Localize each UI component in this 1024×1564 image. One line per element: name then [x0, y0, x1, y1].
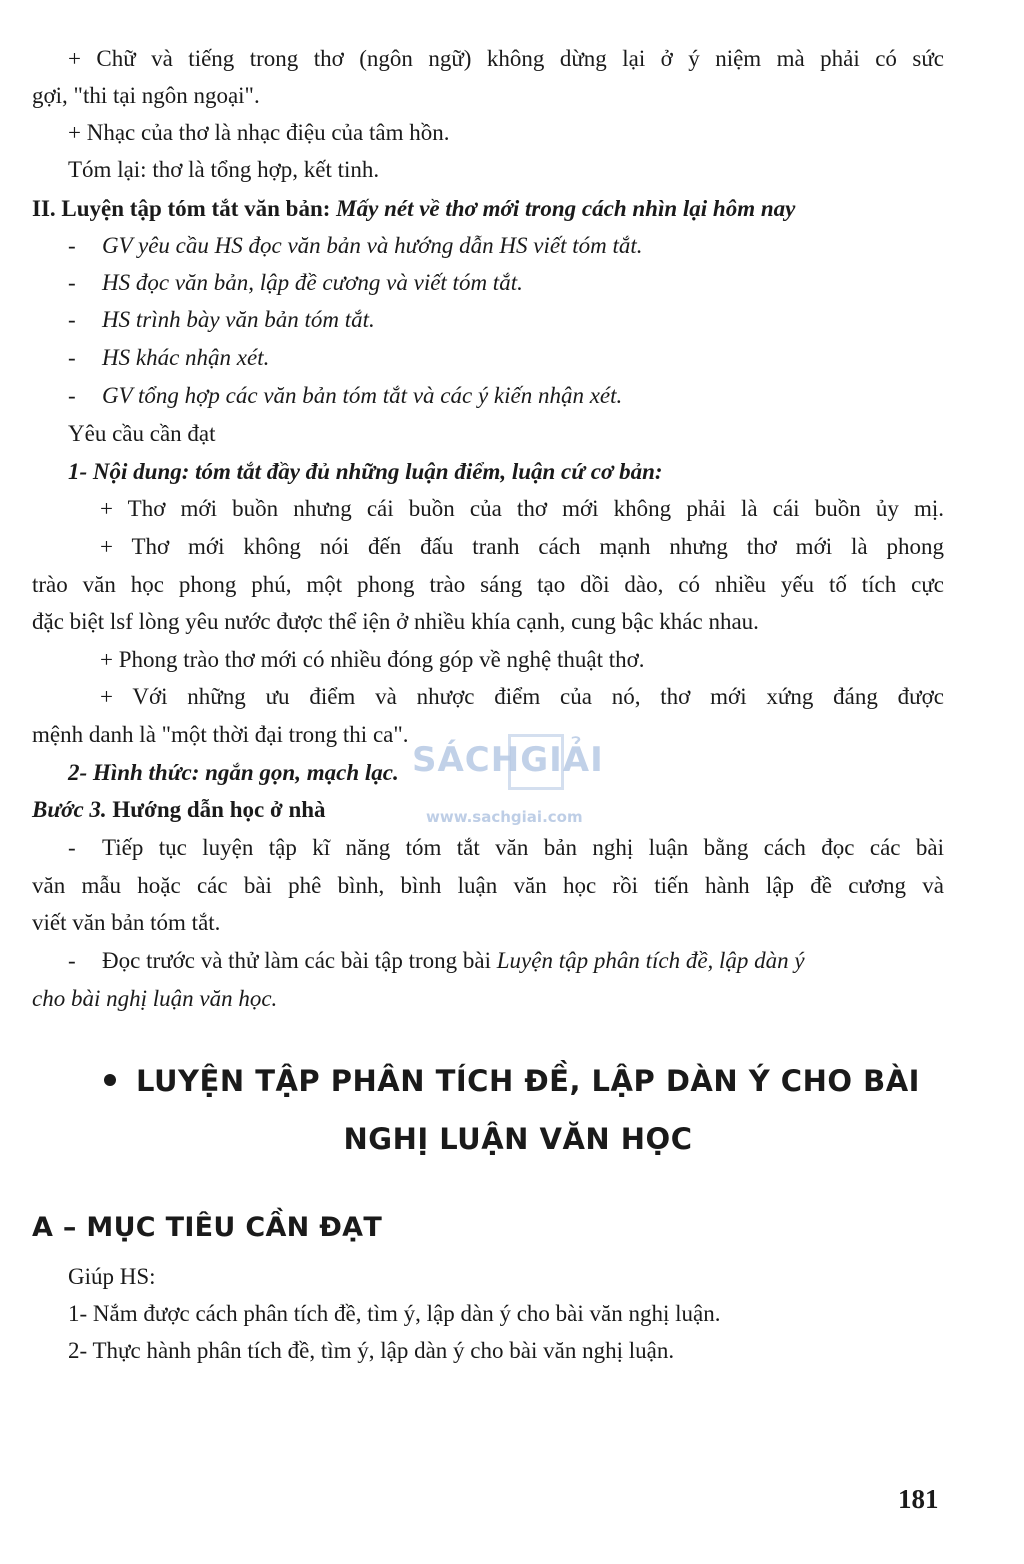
text-line: mệnh danh là "một thời đại trong thi ca". [32, 722, 409, 747]
dash-marker: - [68, 307, 76, 332]
list-item-text: HS trình bày văn bản tóm tắt. [102, 307, 375, 332]
dash-marker: - [68, 233, 76, 258]
step-label: Bước 3. [32, 797, 107, 822]
list-item [68, 301, 944, 338]
section-heading-label: II. Luyện tập tóm tắt văn bản: [32, 196, 331, 221]
list-item-text: HS đọc văn bản, lập đề cương và viết tóm tắt. [102, 270, 523, 295]
section-a-title: A – MỤC TIÊU CẦN ĐẠT [32, 1212, 383, 1243]
list-item-text: GV tổng hợp các văn bản tóm tắt và các ý kiến nhận xét. [102, 383, 623, 408]
chapter-heading-line2: NGHỊ LUẬN VĂN HỌC [343, 1122, 693, 1156]
chapter-heading-2 [0, 1122, 1024, 1156]
section-a-intro: Giúp HS: [68, 1264, 156, 1289]
text-line: + Thơ mới không nói đến đấu tranh cách mạnh nhưng thơ mới là phong [100, 534, 944, 559]
text-line: văn mẫu hoặc các bài phê bình, bình luận văn học rồi tiến hành lập đề cương và [32, 873, 944, 898]
section-a-item-2: 2- Thực hành phân tích đề, tìm ý, lập dàn ý cho bài văn nghị luận. [68, 1338, 675, 1363]
subheading-form: 2- Hình thức: ngắn gọn, mạch lạc. [68, 760, 399, 785]
text-line: Tóm lại: thơ là tổng hợp, kết tinh. [68, 157, 380, 182]
text-line: Yêu cầu cần đạt [68, 421, 216, 446]
text-line: + Nhạc của thơ là nhạc điệu của tâm hồn. [68, 120, 450, 145]
list-item [68, 942, 944, 979]
text-line: + Với những ưu điểm và nhược điểm của nó, thơ mới xứng đáng được [100, 684, 944, 709]
dash-marker: - [68, 270, 76, 295]
text-line: viết văn bản tóm tắt. [32, 910, 221, 935]
section-heading-ii [32, 190, 944, 227]
list-item [68, 264, 944, 301]
dash-marker: - [68, 835, 76, 860]
list-item [68, 227, 944, 264]
bullet-icon [104, 1074, 116, 1086]
list-item [68, 829, 944, 866]
watermark-url: www.sachgiai.com [426, 808, 583, 826]
text-line: gợi, "thi tại ngôn ngoại". [32, 83, 260, 108]
text-line: đặc biệt lsf lòng yêu nước được thể iện ở nhiều khía cạnh, cung bậc khác nhau. [32, 609, 759, 634]
subheading-content: 1- Nội dung: tóm tắt đầy đủ những luận điểm, luận cứ cơ bản: [68, 459, 663, 484]
text-line: trào văn học phong phú, một phong trào sáng tạo dồi dào, có nhiều yếu tố tích cực [32, 572, 944, 597]
text-line: cho bài nghị luận văn học. [32, 986, 278, 1011]
chapter-heading-line1: LUYỆN TẬP PHÂN TÍCH ĐỀ, LẬP DÀN Ý CHO BÀI [136, 1064, 920, 1098]
text-line: + Chữ và tiếng trong thơ (ngôn ngữ) không dừng lại ở ý niệm mà phải có sức [68, 46, 944, 71]
page-number: 181 [898, 1484, 939, 1514]
list-item-italic: Luyện tập phân tích đề, lập dàn ý [496, 948, 805, 973]
dash-marker: - [68, 345, 76, 370]
step-title: Hướng dẫn học ở nhà [112, 797, 326, 822]
list-item-text: Đọc trước và thử làm các bài tập trong bài [102, 948, 491, 973]
list-item [68, 377, 944, 414]
list-item-text: Tiếp tục luyện tập kĩ năng tóm tắt văn bản nghị luận bằng cách đọc các bài [102, 835, 944, 860]
chapter-heading [0, 1064, 1024, 1098]
list-item-text: HS khác nhận xét. [102, 345, 270, 370]
text-line: + Phong trào thơ mới có nhiều đóng góp về nghệ thuật thơ. [100, 647, 645, 672]
section-heading-title: Mấy nét về thơ mới trong cách nhìn lại hôm nay [336, 196, 796, 221]
dash-marker: - [68, 383, 76, 408]
watermark-logo: SÁCHGIẢI [412, 740, 604, 780]
dash-marker: - [68, 948, 76, 973]
watermark [412, 734, 622, 834]
section-a-item-1: 1- Nắm được cách phân tích đề, tìm ý, lập dàn ý cho bài văn nghị luận. [68, 1301, 721, 1326]
list-item [68, 339, 944, 376]
list-item-text: GV yêu cầu HS đọc văn bản và hướng dẫn HS viết tóm tắt. [102, 233, 643, 258]
text-line: + Thơ mới buồn nhưng cái buồn của thơ mới không phải là cái buồn ủy mị. [100, 496, 944, 521]
